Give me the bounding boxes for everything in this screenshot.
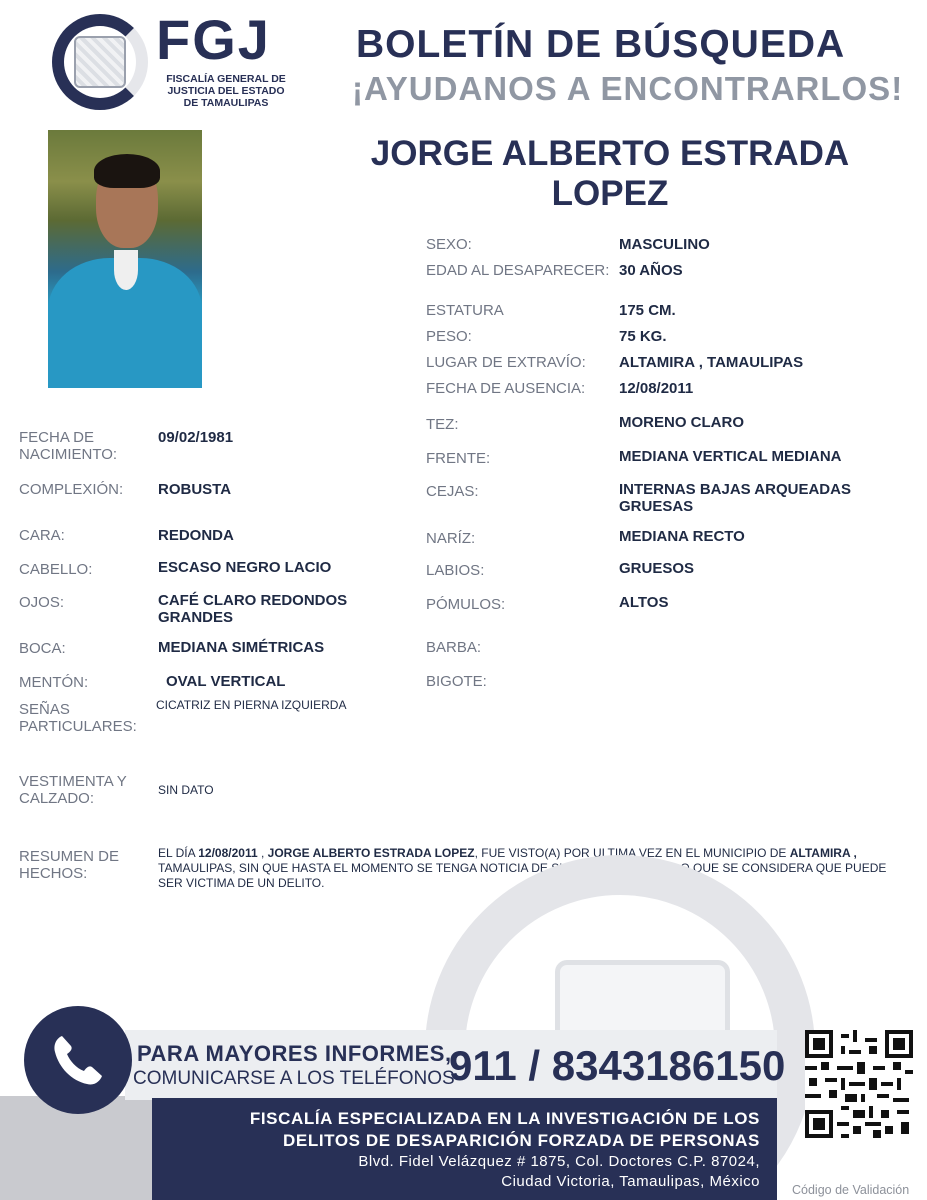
field-value: ALTAMIRA , TAMAULIPAS [619,354,804,371]
field-value: REDONDA [158,527,234,544]
qr-caption: Código de Validación [792,1183,910,1197]
field-value: ROBUSTA [158,481,232,498]
field-value: INTERNAS BAJAS ARQUEADAS GRUESAS [619,481,851,515]
phone-icon [48,1030,108,1090]
field-value: SIN DATO [158,783,214,797]
field-label: COMPLEXIÓN: [19,481,124,498]
contact-line-2: COMUNICARSE A LOS TELÉFONOS [133,1068,455,1089]
field-label: OJOS: [19,594,65,611]
logo-text: FGJ [156,8,271,71]
field-value: MEDIANA RECTO [619,528,745,545]
field-value: MEDIANA SIMÉTRICAS [158,639,325,656]
field-value: ESCASO NEGRO LACIO [158,559,332,576]
field-value: 175 CM. [619,302,676,319]
bulletin-subtitle: ¡AYUDANOS A ENCONTRARLOS! [352,70,904,107]
field-label: SEÑAS PARTICULARES: [19,701,137,735]
field-label: FECHA DE AUSENCIA: [426,380,586,397]
field-label: MENTÓN: [19,674,89,691]
contact-line-1: PARA MAYORES INFORMES, [137,1041,452,1066]
field-label: SEXO: [426,236,472,253]
footer-agency-line-1: FISCALÍA ESPECIALIZADA EN LA INVESTIGACIÓN DE LOS [249,1109,760,1128]
footer-address-1: Blvd. Fidel Velázquez # 1875, Col. Doctores C.P. 87024, [358,1153,760,1170]
resumen-text: EL DÍA 12/08/2011 , JORGE ALBERTO ESTRADA LOPEZ, FUE VISTO(A) POR ULTIMA VEZ EN EL MUNICIPIO DE ALTAMIRA , TAMAULIPAS, SIN QUE HASTA EL MOMENTO SE TENGA NOTICIA DE SU PARADERO, POR LO QUE SE CONSIDERA QUE PUEDE SER VICTIMA DE UN DELITO. [158,846,887,890]
field-label: VESTIMENTA Y CALZADO: [19,773,127,807]
field-value: MEDIANA VERTICAL MEDIANA [619,448,842,465]
field-value: 75 KG. [619,328,667,345]
field-label: BIGOTE: [426,673,487,690]
contact-phone: 911 / 8343186150 [449,1042,786,1089]
field-value: OVAL VERTICAL [166,673,286,690]
field-label: CABELLO: [19,561,93,578]
field-value: MORENO CLARO [619,414,744,431]
person-photo [48,130,202,388]
field-label: LABIOS: [426,562,485,579]
field-label: CARA: [19,527,65,544]
bulletin-title: BOLETÍN DE BÚSQUEDA [356,23,846,66]
field-value: ALTOS [619,594,669,611]
field-label: PESO: [426,328,472,345]
field-value: GRUESOS [619,560,695,577]
field-value: 30 AÑOS [619,262,683,279]
field-label: NARÍZ: [426,530,476,547]
field-label: CEJAS: [426,483,479,500]
field-label: FECHA DE NACIMIENTO: [19,429,118,463]
field-label: TEZ: [426,416,459,433]
field-value: CICATRIZ EN PIERNA IZQUIERDA [156,698,347,712]
field-value: CAFÉ CLARO REDONDOS GRANDES [158,592,348,626]
field-label: BARBA: [426,639,482,656]
field-label: LUGAR DE EXTRAVÍO: [426,354,586,371]
field-label: FRENTE: [426,450,491,467]
resumen-label: RESUMEN DE HECHOS: [19,848,120,882]
field-label: BOCA: [19,640,66,657]
field-label: EDAD AL DESAPARECER: [426,262,610,279]
logo-subtitle: FISCALÍA GENERAL DE JUSTICIA DEL ESTADO DE TAMAULIPAS [166,73,286,109]
field-label: ESTATURA [426,302,504,319]
field-label: PÓMULOS: [426,596,506,613]
field-value: 12/08/2011 [619,380,694,397]
footer-agency-line-2: DELITOS DE DESAPARICIÓN FORZADA DE PERSONAS [283,1131,760,1150]
person-name: JORGE ALBERTO ESTRADA LOPEZ [370,134,850,213]
field-value: 09/02/1981 [158,429,234,446]
state-seal-icon [74,36,126,88]
qr-code-icon [805,1030,913,1138]
footer-address-2: Ciudad Victoria, Tamaulipas, México [501,1173,760,1190]
field-value: MASCULINO [619,236,710,253]
